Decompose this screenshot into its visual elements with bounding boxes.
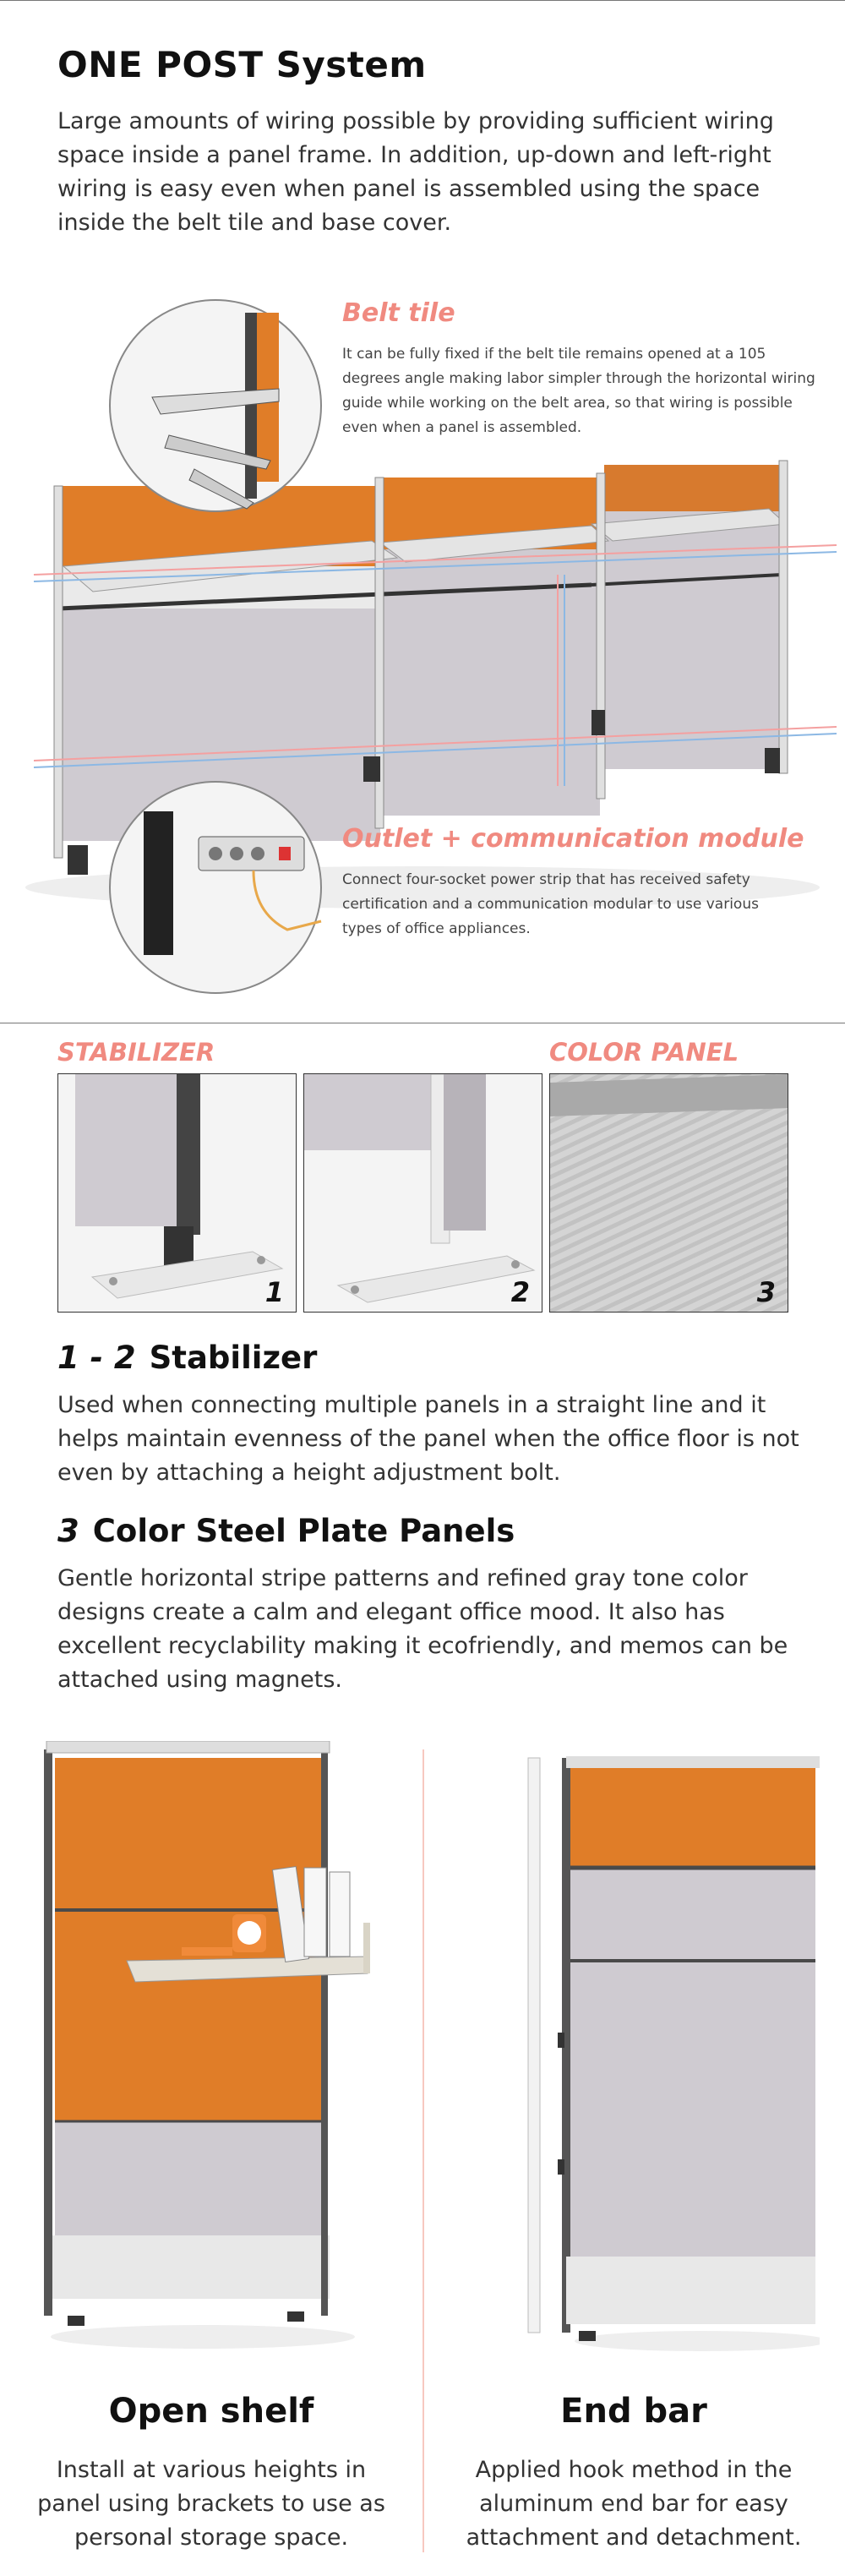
steel-heading — [57, 1513, 515, 1549]
intro-paragraph: Large amounts of wiring possible by providing sufficient wiring space inside a panel frame. In addition, up-down and left-right wiring is easy even when panel is assembled using the space inside the belt tile and base cover. — [57, 108, 774, 236]
photo-number: 2 — [510, 1276, 530, 1308]
steel-heading-text: Color Steel Plate Panels — [92, 1513, 515, 1549]
end-bar-illustration — [515, 1749, 820, 2358]
photo-number: 1 — [264, 1276, 284, 1308]
photo-number: 3 — [756, 1276, 776, 1308]
stabilizer-photo-1 — [57, 1073, 297, 1313]
end-bar-title: End bar — [560, 2392, 707, 2431]
stabilizer-heading-number: 1 - 2 — [57, 1340, 136, 1376]
open-shelf-illustration — [34, 1741, 389, 2350]
outlet-detail — [110, 782, 321, 993]
page-title: ONE POST System — [57, 44, 427, 85]
belt-tile-title: Belt tile — [342, 298, 455, 328]
end-bar-body: Applied hook method in the aluminum end bar for easy attachment and detachment. — [466, 2457, 802, 2551]
top-divider — [0, 0, 845, 1]
belt-tile-body: It can be fully fixed if the belt tile remains opened at a 105 degrees angle making labor simpler through the horizontal wiring guide while working on the belt area, so that wiring is possible even when a panel is assembled. — [342, 346, 815, 436]
outlet-body: Connect four-socket power strip that has received safety certification and a communication modular to use various types of office appliances. — [342, 871, 759, 937]
stabilizer-heading-text: Stabilizer — [149, 1340, 318, 1376]
open-shelf-title: Open shelf — [108, 2392, 314, 2431]
stabilizer-label: STABILIZER — [57, 1038, 215, 1067]
stabilizer-heading — [57, 1340, 317, 1376]
open-shelf-body: Install at various heights in panel using brackets to use as personal storage space. — [37, 2457, 385, 2551]
outlet-title: Outlet + communication module — [342, 824, 804, 854]
stabilizer-photo-2 — [303, 1073, 542, 1313]
color-panel-photo-3 — [549, 1073, 788, 1313]
steel-body: Gentle horizontal stripe patterns and refined gray tone color designs create a calm and elegant office mood. It also has excellent recyclability making it ecofriendly, and memos can be attached using magnets. — [57, 1565, 788, 1693]
steel-heading-number: 3 — [57, 1513, 79, 1549]
column-divider — [422, 1749, 424, 2552]
color-panel-label: COLOR PANEL — [549, 1038, 739, 1067]
stabilizer-body: Used when connecting multiple panels in a straight line and it helps maintain evenness of the panel when the office floor is not even by attaching a height adjustment bolt. — [57, 1392, 799, 1486]
